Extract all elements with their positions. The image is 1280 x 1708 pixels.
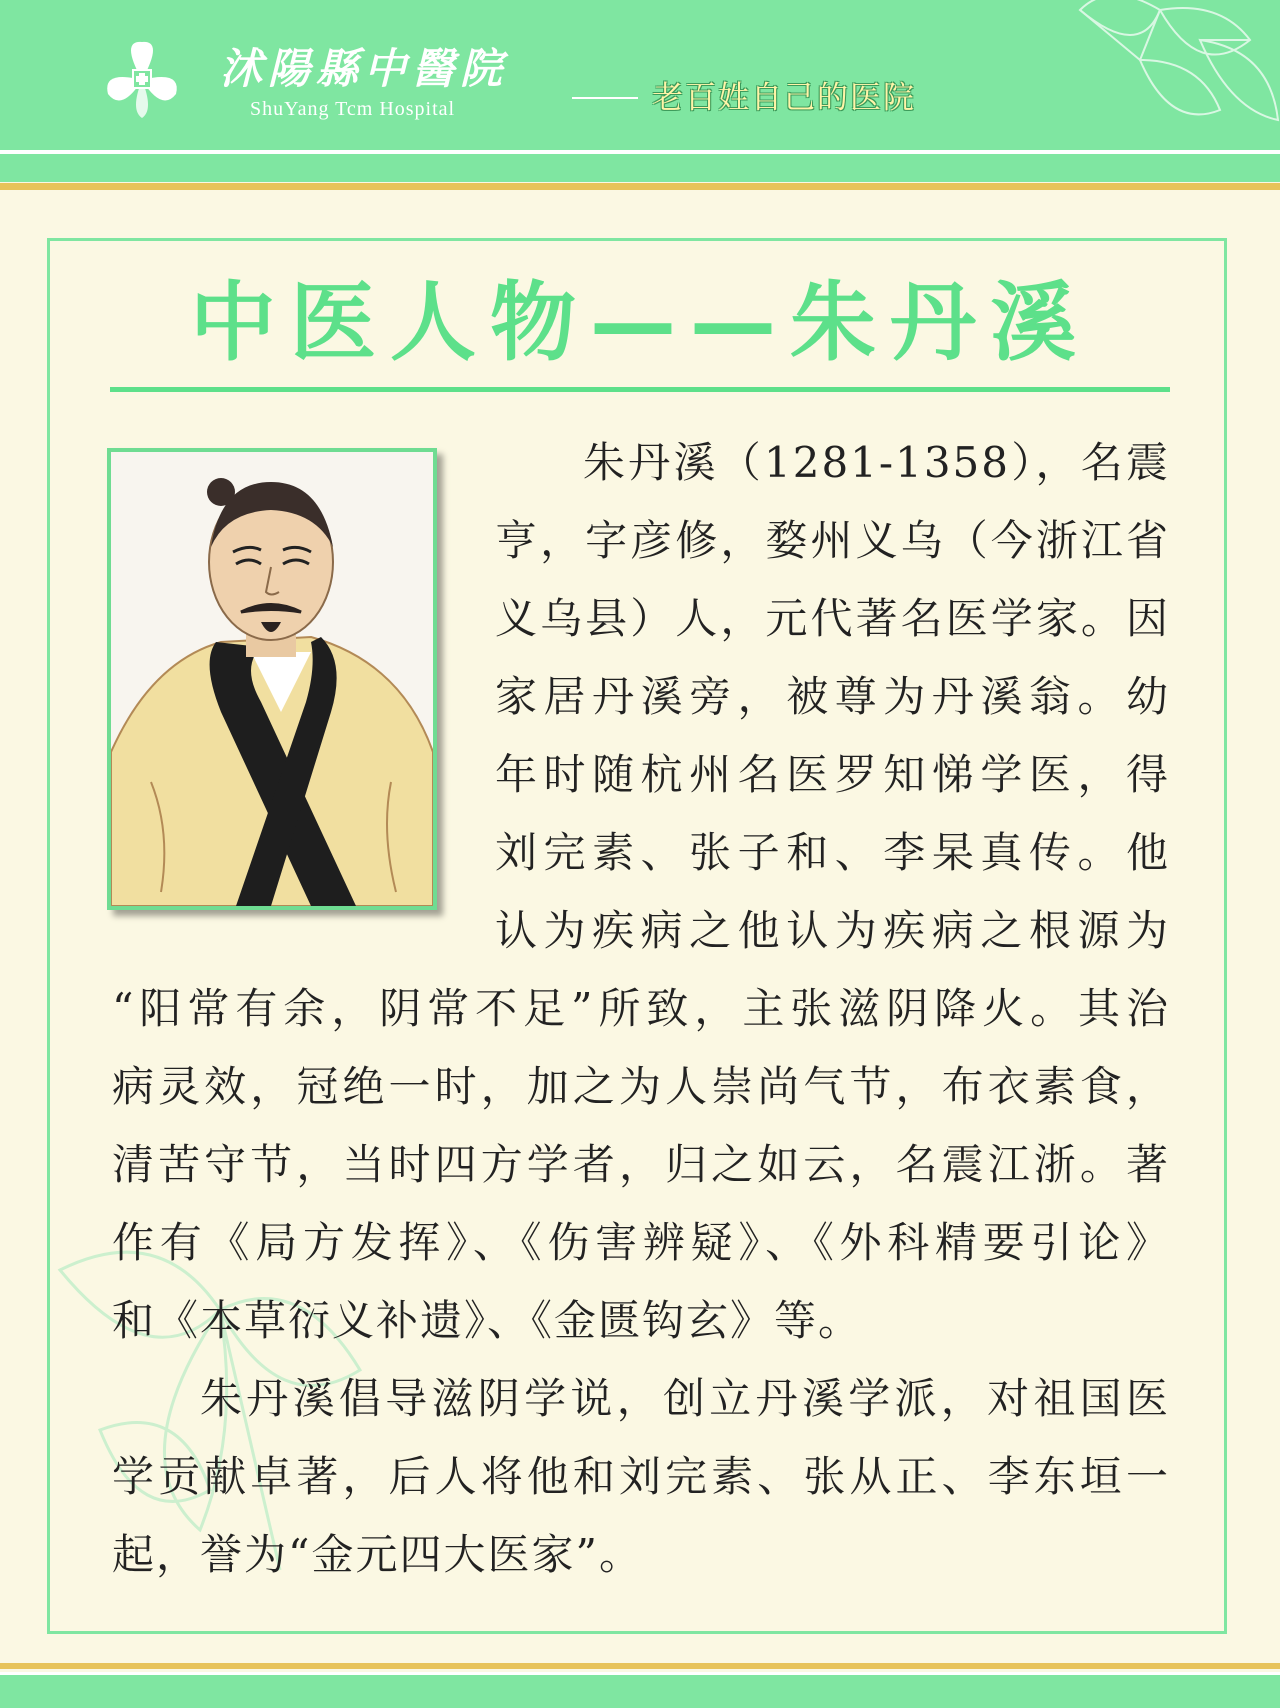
body-line-12: 和《本草衍义补遗》、《金匮钩玄》等。 xyxy=(112,1296,863,1345)
footer-gold-line xyxy=(0,1663,1280,1669)
slogan: 老百姓自己的医院 xyxy=(652,80,916,116)
title-underline xyxy=(110,387,1170,392)
body-line-8: “阳常有余，阴常不足”所致，主张滋阴降火。其治 xyxy=(112,984,1170,1033)
portrait-zhu-danxi xyxy=(107,448,437,910)
body-line-10: 清苦守节，当时四方学者，归之如云，名震江浙。著 xyxy=(112,1140,1170,1189)
hospital-name: 沭陽縣中醫院 xyxy=(220,44,509,93)
body-line-3: 义乌县）人，元代著名医学家。因 xyxy=(495,594,1170,643)
ginkgo-leaf-decoration-icon xyxy=(1020,0,1280,150)
footer-band xyxy=(0,1672,1280,1708)
hospital-name-english: ShuYang Tcm Hospital xyxy=(250,98,456,120)
header-gold-line xyxy=(0,183,1280,190)
hospital-logo-icon xyxy=(100,40,184,120)
header-stripe xyxy=(0,150,1280,182)
body-line-4: 家居丹溪旁，被尊为丹溪翁。幼 xyxy=(495,672,1170,721)
body-line-11: 作有《局方发挥》、《伤害辨疑》、《外科精要引论》 xyxy=(112,1218,1170,1267)
body-line-9: 病灵效，冠绝一时，加之为人崇尚气节，布衣素食， xyxy=(112,1062,1170,1111)
body-line-7: 认为疾病之他认为疾病之根源为 xyxy=(495,906,1170,955)
portrait-zhu-danxi-icon xyxy=(111,452,433,906)
body-line-14: 学贡献卓著，后人将他和刘完素、张从正、李东垣一 xyxy=(112,1452,1170,1501)
body-line-2: 亨，字彦修，婺州义乌（今浙江省 xyxy=(495,516,1170,565)
body-line-5: 年时随杭州名医罗知悌学医，得 xyxy=(495,750,1170,799)
body-line-15: 起，誉为“金元四大医家”。 xyxy=(112,1530,643,1579)
page-title: 中医人物——朱丹溪 xyxy=(190,273,1090,373)
body-line-13: 朱丹溪倡导滋阴学说，创立丹溪学派，对祖国医 xyxy=(200,1374,1170,1423)
body-line-6: 刘完素、张子和、李杲真传。他 xyxy=(495,828,1170,877)
header-banner xyxy=(0,0,1280,150)
body-line-1: 朱丹溪（1281-1358），名震 xyxy=(583,438,1170,487)
slogan-dash xyxy=(572,97,638,99)
